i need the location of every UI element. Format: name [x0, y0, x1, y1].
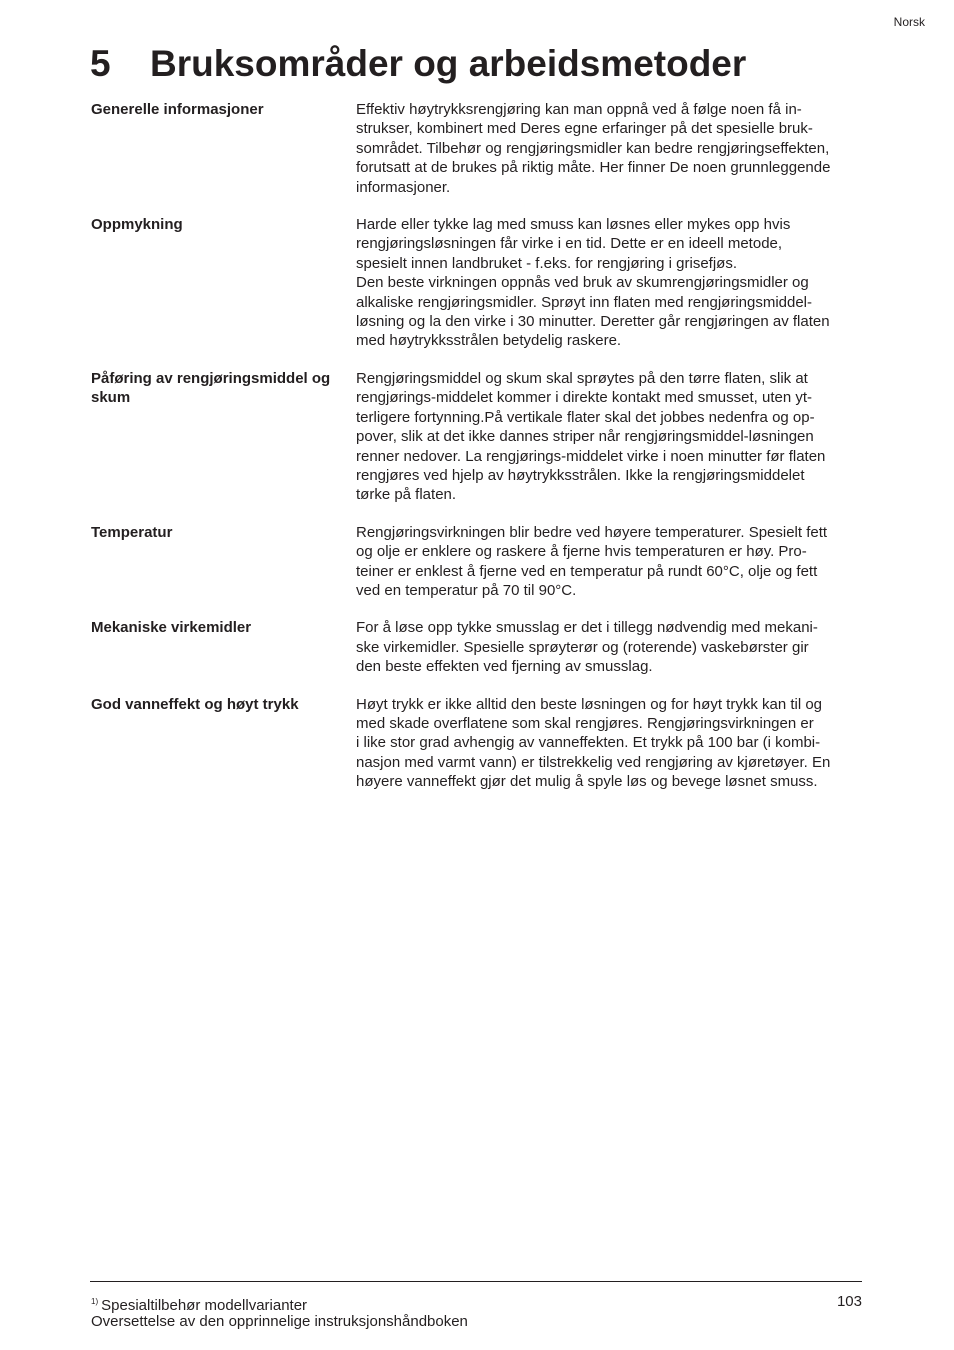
body-line: rengjørings-middelet kommer i direkte kontakt med smusset, uten yt- [356, 389, 812, 407]
body-line: terligere fortynning.På vertikale flater skal det jobbes nedenfra og op- [356, 408, 815, 426]
body-line: tørke på flaten. [356, 486, 457, 504]
body-line: i like stor grad avhengig av vanneffekten. Et trykk på 100 bar (i kombi- [356, 734, 821, 752]
section [91, 695, 867, 792]
body-line: nasjon med varmt vann) er tilstrekkelig ved rengjøring av kjøretøyer. En [356, 753, 831, 771]
footnote-text: Spesialtilbehør modellvarianter [101, 1297, 308, 1314]
body-line: løsning og la den virke i 30 minutter. Deretter går rengjøringen av flaten [356, 313, 830, 331]
chapter-title [90, 40, 746, 88]
language-label: Norsk [893, 15, 925, 29]
section-label: God vanneffekt og høyt trykk [91, 695, 299, 713]
body-line: strukser, kombinert med Deres egne erfaringer på det spesielle bruk- [356, 120, 813, 138]
body-line: ved en temperatur på 70 til 90°C. [356, 581, 577, 599]
body-line: alkaliske rengjøringsmidler. Sprøyt inn flaten med rengjøringsmiddel- [356, 293, 813, 311]
section [91, 215, 867, 351]
body-line: den beste effekten ved fjerning av smusslag. [356, 658, 653, 676]
chapter-number: 5 [90, 43, 111, 84]
section [91, 618, 867, 676]
page-number: 103 [836, 1293, 862, 1310]
section [91, 369, 867, 505]
body-line: Rengjøringsmiddel og skum skal sprøytes på den tørre flaten, slik at [356, 369, 808, 387]
sections [91, 100, 867, 810]
section-label: Temperatur [91, 523, 173, 541]
body-line: rengjøringsløsningen får virke i en tid. Dette er en ideell metode, [356, 235, 783, 253]
section-label: Mekaniske virkemidler [91, 619, 252, 637]
section-label: Oppmykning [91, 216, 183, 234]
body-line: forutsatt at de brukes på riktig måte. Her finner De noen grunnleggende [356, 159, 831, 177]
body-line: høyere vanneffekt gjør det mulig å spyle løs og bevege løsnet smuss. [356, 773, 818, 791]
body-line: pover, slik at det ikke dannes striper når rengjøringsmiddel-løsningen [356, 428, 814, 446]
chapter-title-text: Bruksområder og arbeidsmetoder [150, 43, 747, 84]
body-line: renner nedover. La rengjørings-middelet virke i noen minutter før flaten [356, 447, 826, 465]
section-body [356, 100, 867, 197]
body-line: og olje er enklere og raskere å fjerne hvis temperaturen er høy. Pro- [356, 543, 807, 561]
section-body [356, 215, 867, 351]
section-body [356, 695, 867, 792]
section-label: Påføring av rengjøringsmiddel og skum [91, 369, 331, 407]
footnote-mark: 1) [91, 1297, 99, 1306]
body-line: spesielt innen landbruket - f.eks. for rengjøring i grisefjøs. [356, 254, 737, 272]
footer-subtitle: Oversettelse av den opprinnelige instruksjonshåndboken [91, 1313, 468, 1330]
body-line: sområdet. Tilbehør og rengjøringsmidler kan bedre rengjøringseffekten, [356, 139, 830, 157]
section [91, 523, 867, 601]
body-line: rengjøres ved hjelp av høytrykksstrålen. Ikke la rengjøringsmiddelet [356, 466, 805, 484]
section-body [356, 369, 867, 505]
section-label: Generelle informasjoner [91, 101, 264, 118]
section [91, 100, 867, 197]
body-line: For å løse opp tykke smusslag er det i tillegg nødvendig med mekani- [356, 619, 818, 637]
section-body [356, 523, 867, 601]
body-line: Høyt trykk er ikke alltid den beste løsningen og for høyt trykk kan til og [356, 695, 823, 713]
body-line: ske virkemidler. Spesielle sprøyterør og (roterende) vaskebørster gir [356, 638, 809, 656]
footer-divider [90, 1281, 862, 1282]
body-line: Den beste virkningen oppnås ved bruk av skumrengjøringsmidler og [356, 274, 809, 292]
body-line: Harde eller tykke lag med smuss kan løsnes eller mykes opp hvis [356, 216, 791, 234]
body-line: informasjoner. [356, 178, 451, 196]
body-line: med skade overflatene som skal rengjøres. Rengjøringsvirkningen er [356, 714, 814, 732]
body-line: med høytrykksstrålen betydelig raskere. [356, 332, 622, 350]
body-line: teiner er enklest å fjerne ved en temperatur på rundt 60°C, olje og fett [356, 562, 818, 580]
section-body [356, 618, 867, 676]
body-line: Effektiv høytrykksrengjøring kan man oppnå ved å følge noen få in- [356, 101, 802, 118]
body-line: Rengjøringsvirkningen blir bedre ved høyere temperaturer. Spesielt fett [356, 523, 828, 541]
